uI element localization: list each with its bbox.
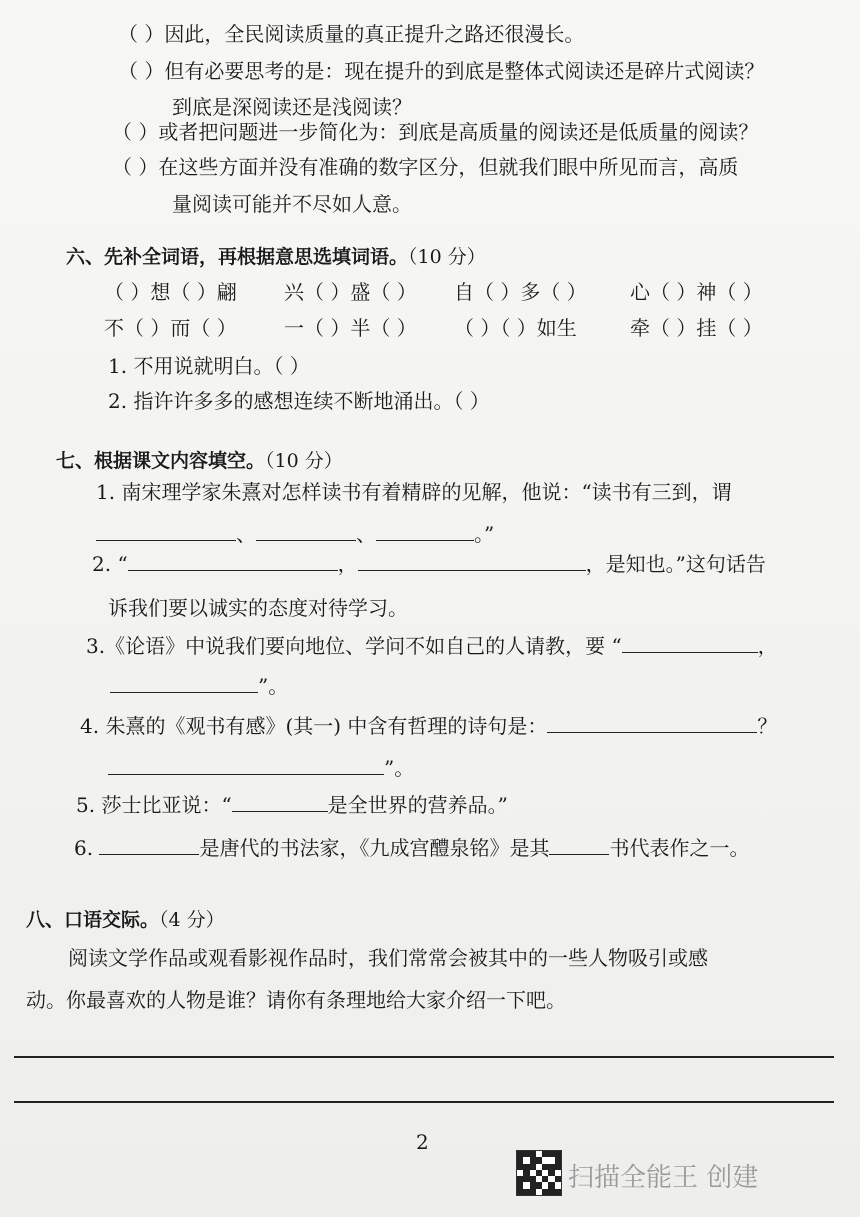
page-number: 2	[416, 1130, 429, 1154]
section-7-q4-line2	[108, 754, 414, 782]
q5-end: 是全世界的营养品。”	[327, 793, 508, 817]
blank-q6-a[interactable]	[99, 834, 199, 855]
sort-item-2: （ ）但有必要思考的是：现在提升的到底是整体式阅读还是碎片式阅读？	[118, 59, 765, 83]
answer-line-2[interactable]	[14, 1101, 834, 1103]
section-7-q6	[74, 834, 749, 862]
blank-q4-b[interactable]	[108, 754, 384, 775]
q6-end: 书代表作之一。	[609, 836, 750, 860]
section-8-heading	[26, 906, 225, 934]
blank-q5[interactable]	[232, 791, 328, 812]
word-fill-row-2	[104, 314, 763, 342]
word-fill-3: 自（ ）多（ ）	[454, 280, 587, 304]
sort-item-4-cont: 量阅读可能并不尽如人意。	[172, 192, 412, 216]
q3-text: 3.《论语》中说我们要向地位、学问不如自己的人请教，要 “	[86, 634, 622, 658]
section-8-title: 八、口语交际。	[26, 909, 160, 931]
word-fill-4: 心（ ）神（ ）	[630, 280, 763, 304]
blank-q4-a[interactable]	[547, 712, 757, 733]
section-6-q1: 1. 不用说就明白。（ ）	[108, 354, 310, 378]
q4-text: 4. 朱熹的《观书有感》(其一) 中含有哲理的诗句是：	[80, 714, 548, 738]
section-7-q1-line1: 1. 南宋理学家朱熹对怎样读书有着精辟的见解，他说：“读书有三到，谓	[96, 480, 732, 504]
word-fill-row-1	[104, 278, 763, 306]
question-mark: ？	[757, 714, 778, 738]
blank-q3-b[interactable]	[110, 672, 258, 693]
scanner-watermark: 扫描全能王 创建	[568, 1163, 759, 1193]
q6-mid: 是唐代的书法家，《九成宫醴泉铭》是其	[199, 836, 550, 860]
separator: ，	[757, 634, 778, 658]
qr-code-icon	[516, 1150, 562, 1196]
word-fill-1: （ ）想（ ）翩	[104, 280, 237, 304]
word-fill-7: （ ）（ ）如生	[454, 316, 577, 340]
blank-q2-a[interactable]	[128, 550, 338, 571]
q5-start: 5. 莎士比亚说：“	[76, 793, 232, 817]
section-7-q3-line1	[86, 632, 778, 660]
section-8-score: （4 分）	[159, 909, 225, 931]
section-7-heading	[56, 447, 343, 475]
section-6-score: （10 分）	[408, 246, 486, 268]
section-7-q5	[76, 791, 508, 819]
blank-heart[interactable]	[376, 520, 474, 541]
section-8-paragraph-1: 阅读文学作品或观看影视作品时，我们常常会被其中的一些人物吸引或感	[68, 946, 708, 970]
word-fill-5: 不（ ）而（ ）	[104, 316, 237, 340]
blank-q3-a[interactable]	[622, 632, 758, 653]
section-7-q2-line1	[92, 550, 766, 578]
quote-end: ”。	[258, 674, 289, 698]
blank-mouth[interactable]	[256, 520, 356, 541]
section-8-paragraph-2: 动。你最喜欢的人物是谁？请你有条理地给大家介绍一下吧。	[26, 988, 566, 1012]
section-6-heading	[66, 243, 486, 271]
section-7-q3-line2	[110, 672, 288, 700]
section-7-q1-line2	[96, 520, 494, 548]
separator: 、	[356, 522, 376, 546]
word-fill-6: 一（ ）半（ ）	[284, 316, 417, 340]
separator: ，	[337, 552, 358, 576]
section-7-title: 七、根据课文内容填空。	[56, 450, 266, 472]
section-7-q2-line2: 诉我们要以诚实的态度对待学习。	[108, 596, 408, 620]
blank-eyes[interactable]	[96, 520, 236, 541]
sort-item-4: （ ）在这些方面并没有准确的数字区分，但就我们眼中所见而言，高质	[112, 155, 739, 179]
q6-start: 6.	[74, 836, 100, 860]
section-6-title: 六、先补全词语，再根据意思选填词语。	[66, 246, 409, 268]
quote-end: 。”	[474, 522, 495, 546]
q2-end: ，是知也。”这句话告	[585, 552, 766, 576]
sort-item-2-cont: 到底是深阅读还是浅阅读？	[172, 95, 412, 119]
q2-open: 2. “	[92, 552, 128, 576]
sort-item-1: （ ）因此，全民阅读质量的真正提升之路还很漫长。	[118, 22, 585, 46]
word-fill-2: 兴（ ）盛（ ）	[284, 280, 417, 304]
section-6-q2: 2. 指许许多多的感想连续不断地涌出。（ ）	[108, 389, 490, 413]
word-fill-8: 牵（ ）挂（ ）	[630, 316, 763, 340]
sort-item-3: （ ）或者把问题进一步简化为：到底是高质量的阅读还是低质量的阅读？	[112, 120, 759, 144]
section-7-q4-line1	[80, 712, 777, 740]
blank-q2-b[interactable]	[358, 550, 586, 571]
section-7-score: （10 分）	[265, 450, 343, 472]
separator: 、	[236, 522, 256, 546]
answer-line-1[interactable]	[14, 1056, 834, 1058]
blank-q6-b[interactable]	[549, 834, 609, 855]
quote-end: ”。	[384, 756, 415, 780]
